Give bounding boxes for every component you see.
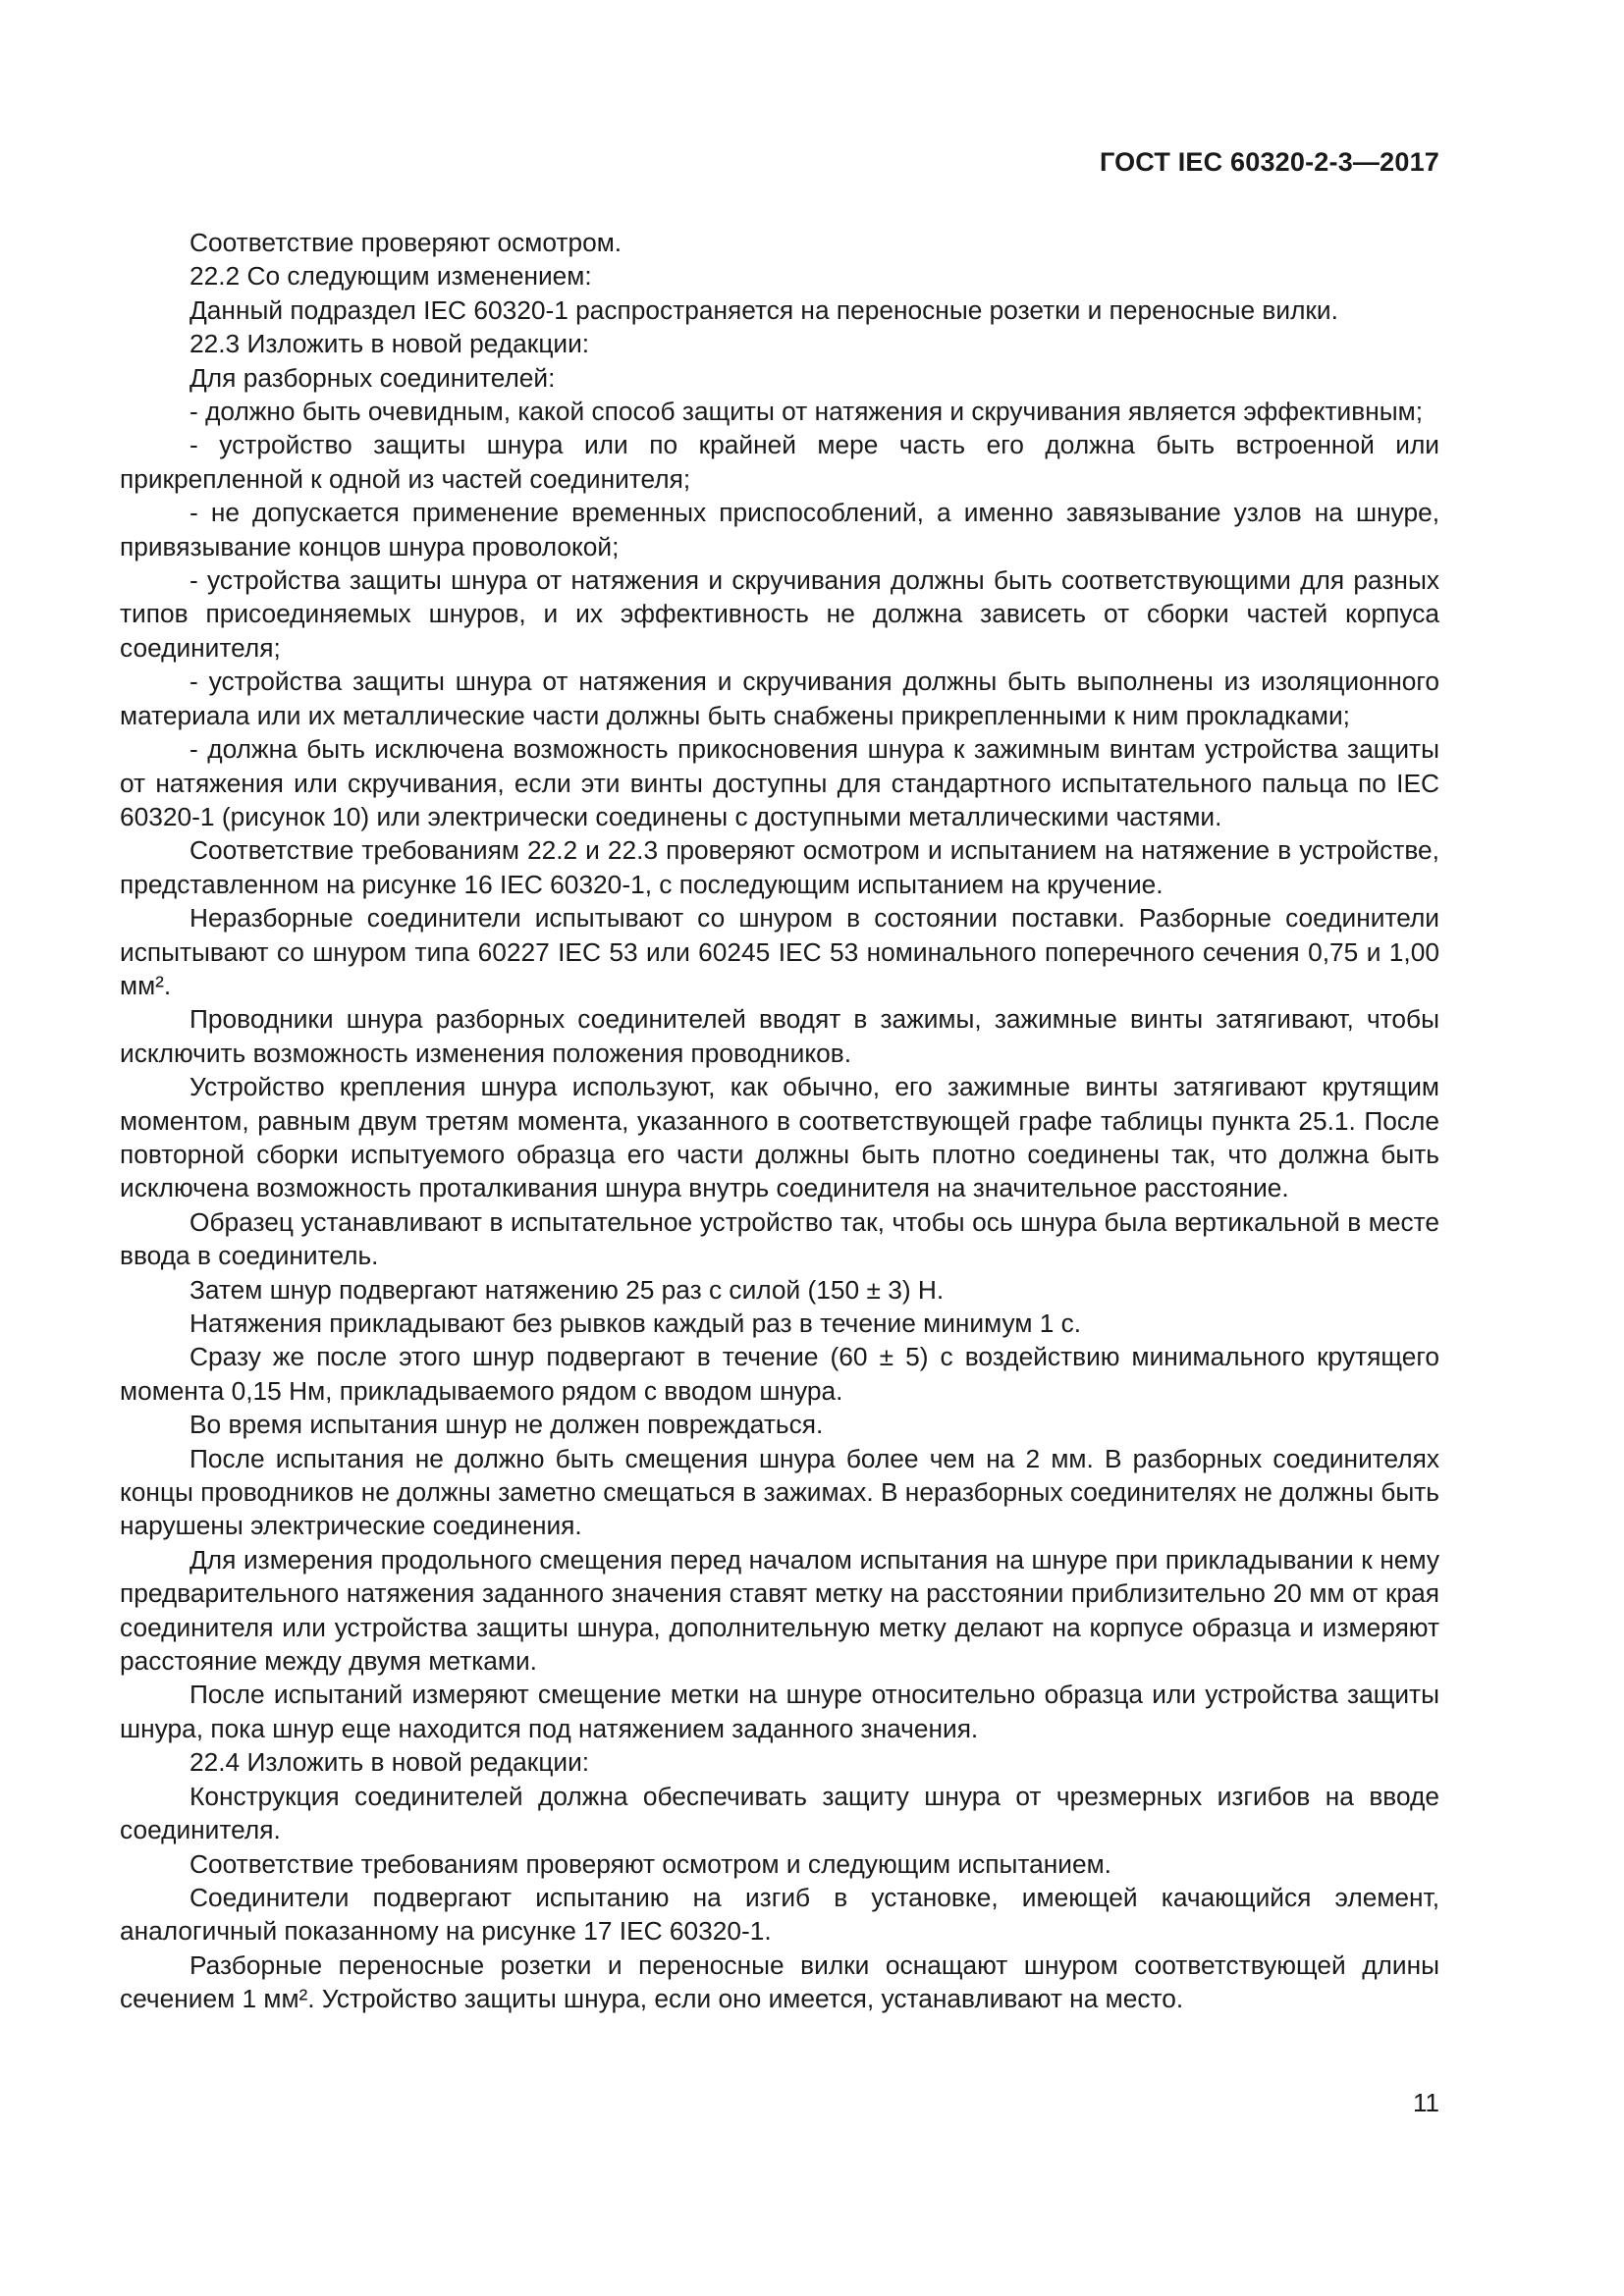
page-number: 11: [1413, 2088, 1439, 2117]
list-item: - не допускается применение временных приспособлений, а именно завязывание узлов на шнуре, привязывание концов шнура проволокой;: [120, 498, 1439, 561]
paragraph: Образец устанавливают в испытательное устройство так, чтобы ось шнура была вертикальной в месте ввода в соединитель.: [120, 1206, 1439, 1271]
paragraph: Во время испытания шнур не должен повреждаться.: [189, 1410, 824, 1440]
paragraph: Для разборных соединителей:: [189, 362, 556, 393]
list-item: - устройства защиты шнура от натяжения и скручивания должны быть выполнены из изоляционного материала или их металлические части должны быть снабжены прикрепленными к ним прокладками;: [120, 667, 1439, 730]
paragraph: Соединители подвергают испытанию на изгиб в установке, имеющей качающийся элемент, аналогичный показанному на рисунке 17 IEC 60320-1.: [120, 1882, 1439, 1947]
paragraph: Разборные переносные розетки и переносные вилки оснащают шнуром соответствующей длины сечением 1 мм². Устройство защиты шнура, если оно имеется, устанавливают на место.: [120, 1949, 1439, 2014]
document-code-header: ГОСТ IEC 60320-2-3—2017: [1099, 147, 1439, 177]
paragraph: После испытаний измеряют смещение метки на шнуре относительно образца или устройства защиты шнура, пока шнур еще находится под натяжением заданного значения.: [120, 1680, 1439, 1743]
paragraph: После испытания не должно быть смещения шнура более чем на 2 мм. В разборных соединителях концы проводников не должны заметно смещаться в зажимах. В неразборных соединителях не должны быть нарушены электрические соединения.: [120, 1443, 1439, 1541]
paragraph: 22.2 Со следующим изменением:: [189, 261, 592, 292]
paragraph: 22.3 Изложить в новой редакции:: [189, 329, 590, 359]
document-body: [120, 226, 1439, 2016]
paragraph: Сразу же после этого шнур подвергают в течение (60 ± 5) с воздействию минимального крутящего момента 0,15 Нм, прикладываемого рядом с вводом шнура.: [120, 1342, 1439, 1406]
paragraph: Соответствие требованиям проверяют осмотром и следующим испытанием.: [189, 1848, 1111, 1879]
paragraph: Данный подраздел IEC 60320-1 распространяется на переносные розетки и переносные вилки.: [189, 294, 1338, 325]
paragraph: Устройство крепления шнура используют, как обычно, его зажимные винты затягивают крутящим моментом, равным двум третям момента, указанного в соответствующей графе таблицы пункта 25.1. После повторной сборки испытуемого образца его части должны быть плотно соединены так, что должна быть исключена возможность проталкивания шнура внутрь соединителя на значительное расстояние.: [120, 1072, 1439, 1203]
list-item: - устройства защиты шнура от натяжения и скручивания должны быть соответствующими для разных типов присоединяемых шнуров, и их эффективность не должна зависеть от сборки частей корпуса соединителя;: [120, 565, 1439, 663]
paragraph: Соответствие проверяют осмотром.: [189, 228, 623, 257]
paragraph: Соответствие требованиям 22.2 и 22.3 проверяют осмотром и испытанием на натяжение в устройстве, представленном на рисунке 16 IEC 60320-1, с последующим испытанием на кручение.: [120, 835, 1439, 899]
list-item: - устройство защиты шнура или по крайней мере часть его должна быть встроенной или прикрепленной к одной из частей соединителя;: [120, 430, 1439, 494]
list-item: - должна быть исключена возможность прикосновения шнура к зажимным винтам устройства защиты от натяжения или скручивания, если эти винты доступны для стандартного испытательного пальца по IEC 60320-1 (рисунок 10) или электрически соединены с доступными металлическими частями.: [120, 734, 1439, 831]
paragraph: Проводники шнура разборных соединителей вводят в зажимы, зажимные винты затягивают, чтобы исключить возможность изменения положения проводников.: [120, 1004, 1439, 1068]
paragraph: Натяжения прикладывают без рывков каждый раз в течение минимум 1 с.: [189, 1308, 1082, 1338]
paragraph: Конструкция соединителей должна обеспечивать защиту шнура от чрезмерных изгибов на вводе соединителя.: [120, 1781, 1439, 1845]
paragraph: Затем шнур подвергают натяжению 25 раз с силой (150 ± 3) Н.: [189, 1274, 945, 1305]
paragraph: 22.4 Изложить в новой редакции:: [189, 1747, 590, 1778]
paragraph: Для измерения продольного смещения перед началом испытания на шнуре при прикладывании к нему предварительного натяжения заданного значения ставят метку на расстоянии приблизительно 20 мм от края соединителя или устройства защиты шнура, дополнительную метку делают на корпусе образца и измеряют расстояние между двумя метками.: [120, 1544, 1439, 1677]
paragraph: Неразборные соединители испытывают со шнуром в состоянии поставки. Разборные соединители испытывают со шнуром типа 60227 IEC 53 или 60245 IEC 53 номинального поперечного сечения 0,75 и 1,00 мм².: [120, 903, 1439, 1000]
list-item: - должно быть очевидным, какой способ защиты от натяжения и скручивания является эффективным;: [189, 397, 1423, 427]
